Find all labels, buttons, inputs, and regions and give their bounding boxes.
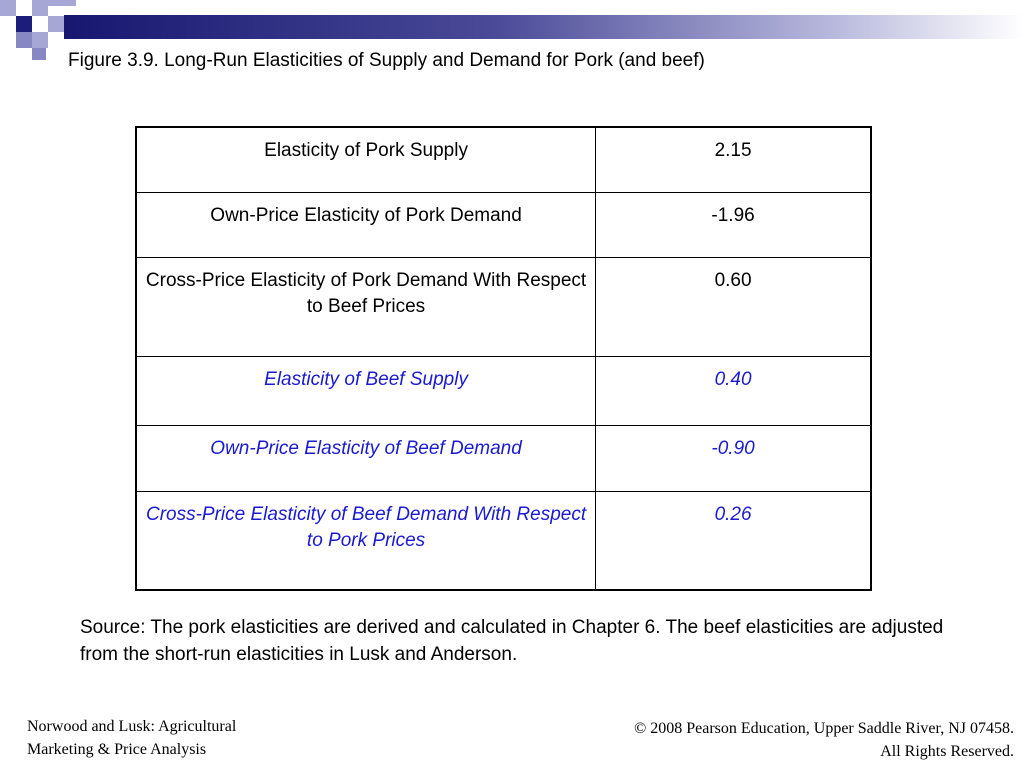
decor-square [32, 0, 48, 16]
footer-left-line: Norwood and Lusk: Agricultural [27, 718, 237, 735]
decor-square [16, 32, 32, 48]
decor-square [48, 0, 76, 6]
table-row [136, 492, 871, 591]
header-gradient-bar [64, 15, 1024, 39]
row-label: Elasticity of Pork Supply [136, 127, 596, 193]
decor-square [32, 48, 46, 60]
row-label: Cross-Price Elasticity of Pork Demand With Respect to Beef Prices [136, 258, 596, 357]
footer-left [27, 715, 236, 761]
row-label: Own-Price Elasticity of Beef Demand [136, 426, 596, 492]
table-row [136, 127, 871, 193]
page-title: Figure 3.9. Long-Run Elasticities of Supply and Demand for Pork (and beef) [68, 50, 705, 71]
footer-copyright: © 2008 Pearson Education, Upper Saddle River, NJ 07458. [634, 720, 1014, 737]
table-row [136, 426, 871, 492]
row-label: Elasticity of Beef Supply [136, 357, 596, 426]
footer-right [634, 717, 1014, 763]
footer-rights: All Rights Reserved. [880, 743, 1014, 760]
elasticity-table [135, 126, 872, 591]
row-value: -0.90 [596, 426, 871, 492]
row-value: 0.40 [596, 357, 871, 426]
row-value: 2.15 [596, 127, 871, 193]
row-label: Own-Price Elasticity of Pork Demand [136, 193, 596, 258]
decor-square [0, 0, 16, 16]
decor-square [16, 16, 32, 32]
footer-left-line: Marketing & Price Analysis [27, 741, 207, 758]
source-note: Source: The pork elasticities are derived and calculated in Chapter 6. The beef elasticities are adjusted from the short-run elasticities in Lusk and Anderson. [80, 617, 944, 665]
table-row [136, 258, 871, 357]
decor-square [32, 32, 48, 48]
row-label: Cross-Price Elasticity of Beef Demand With Respect to Pork Prices [136, 492, 596, 591]
table-row [136, 193, 871, 258]
decor-square [48, 16, 64, 32]
row-value: 0.60 [596, 258, 871, 357]
table-row [136, 357, 871, 426]
row-value: 0.26 [596, 492, 871, 591]
row-value: -1.96 [596, 193, 871, 258]
